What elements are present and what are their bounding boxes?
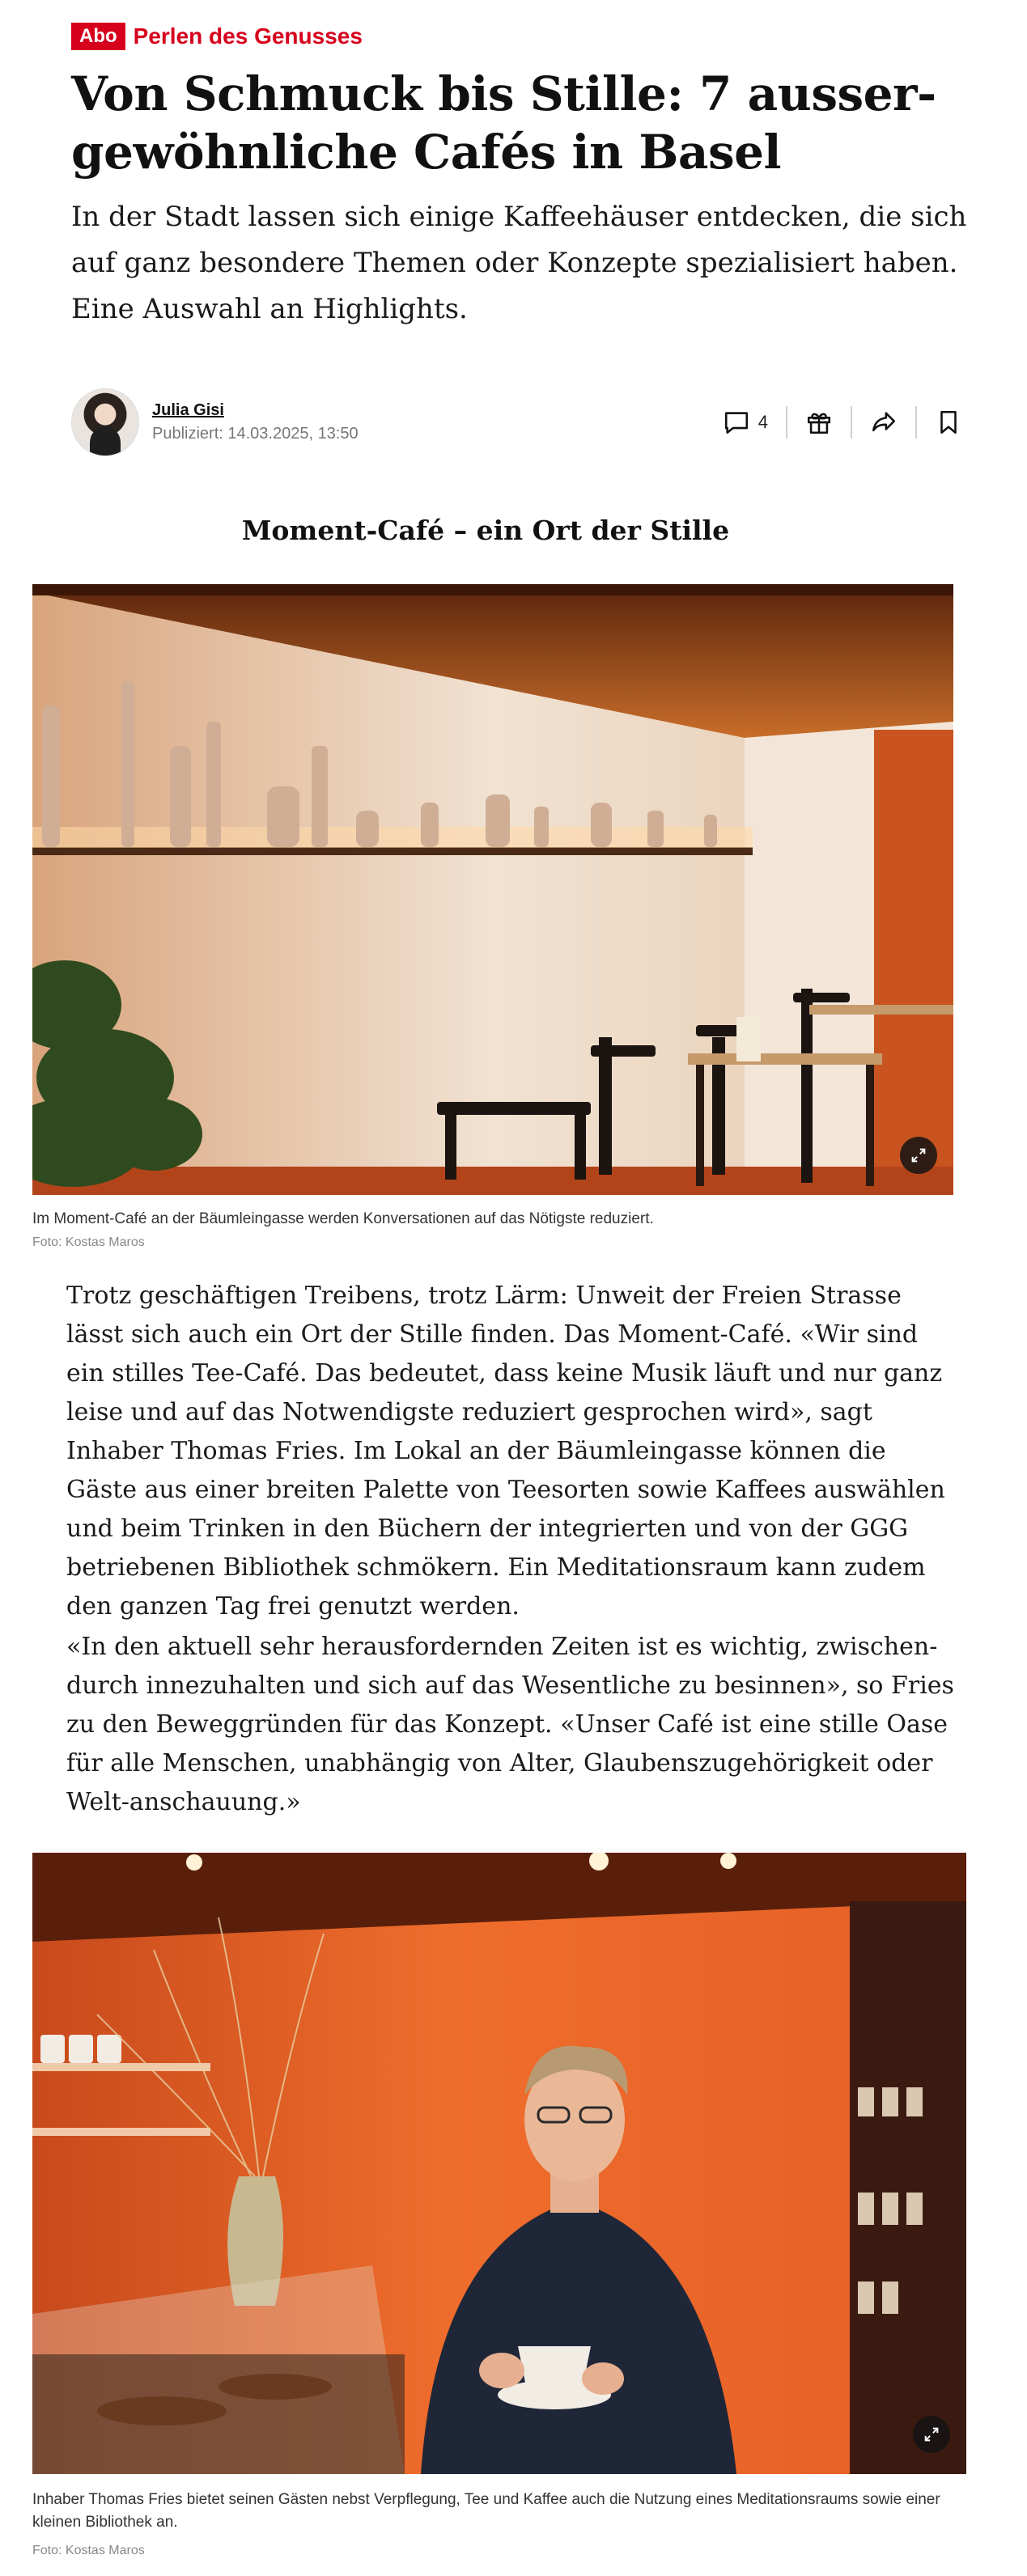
share-button[interactable] <box>852 406 915 439</box>
gift-icon <box>805 409 833 436</box>
article-kicker <box>71 23 363 50</box>
photo-owner-illustration <box>32 1853 966 2474</box>
bookmark-button[interactable] <box>917 406 980 439</box>
kicker-label[interactable]: Perlen des Genusses <box>133 23 363 49</box>
article-headline: Von Schmuck bis Stille: 7 ausser-gewöhnliche Cafés in Basel <box>71 66 936 180</box>
comment-count: 4 <box>758 412 768 432</box>
share-icon <box>870 409 898 436</box>
comments-button[interactable] <box>705 406 786 439</box>
image-credit: Foto: Kostas Maros <box>32 1235 145 1249</box>
article-photo-owner[interactable] <box>32 1853 966 2474</box>
comment-icon <box>723 409 750 436</box>
image-credit: Foto: Kostas Maros <box>32 2544 145 2557</box>
expand-image-button[interactable] <box>913 2416 950 2453</box>
article-paragraph: Trotz geschäftigen Treibens, trotz Lärm: Unweit der Freien Strasse lässt sich auch ein Ort der Stille finden. Das Moment-Café. «Wir sind ein stilles Tee-Café. Das bedeutet, dass keine Musik läuft und nur ganz leise und auf das Notwendigste reduziert gesprochen wird», sagt Inhaber Thomas Fries. Im Lokal an der Bäumleingasse können die Gäste aus einer breiten Palette von Teesorten sowie Kaffees auswählen und beim Trinken in den Büchern der integrierten und von der GGG betriebenen Bibliothek schmökern. Ein Meditationsraum kann zudem den ganzen Tag frei genutzt werden. <box>66 1282 945 1621</box>
bookmark-icon <box>935 409 962 436</box>
publish-date: Publiziert: 14.03.2025, 13:50 <box>152 425 359 443</box>
abo-badge: Abo <box>71 23 125 50</box>
article-lead: In der Stadt lassen sich einige Kaffeehäuser entdecken, die sich auf ganz besondere Themen oder Konzepte spezialisiert haben. Eine Auswahl an Highlights. <box>71 201 967 325</box>
gift-button[interactable] <box>787 406 851 439</box>
expand-image-button[interactable] <box>900 1137 937 1174</box>
image-caption: Im Moment-Café an der Bäumleingasse werden Konversationen auf das Nötigste reduziert. <box>32 1210 654 1227</box>
photo-cafe-interior-illustration <box>32 584 953 1195</box>
article-paragraph: «In den aktuell sehr herausfordernden Zeiten ist es wichtig, zwischen-durch innezuhalten und sich auf das Wesentliche zu besinnen», so Fries zu den Beweggründen für das Konzept. «Unser Café ist eine stille Oase für alle Menschen, unabhängig von Alter, Glaubenszugehörigkeit oder Welt-anschauung.» <box>66 1633 954 1816</box>
image-caption: Inhaber Thomas Fries bietet seinen Gästen nebst Verpflegung, Tee und Kaffee auch die Nutzung eines Meditationsraums sowie einer kleinen Bibliothek an. <box>32 2491 940 2531</box>
byline <box>71 388 359 456</box>
article-photo-cafe-interior[interactable] <box>32 584 953 1195</box>
author-avatar[interactable] <box>71 388 139 456</box>
expand-icon <box>923 2426 940 2443</box>
author-name[interactable]: Julia Gisi <box>152 401 224 419</box>
expand-icon <box>910 1146 927 1164</box>
byline-text <box>152 401 359 443</box>
article-actions <box>705 405 980 440</box>
section-heading: Moment-Café – ein Ort der Stille <box>241 515 730 546</box>
